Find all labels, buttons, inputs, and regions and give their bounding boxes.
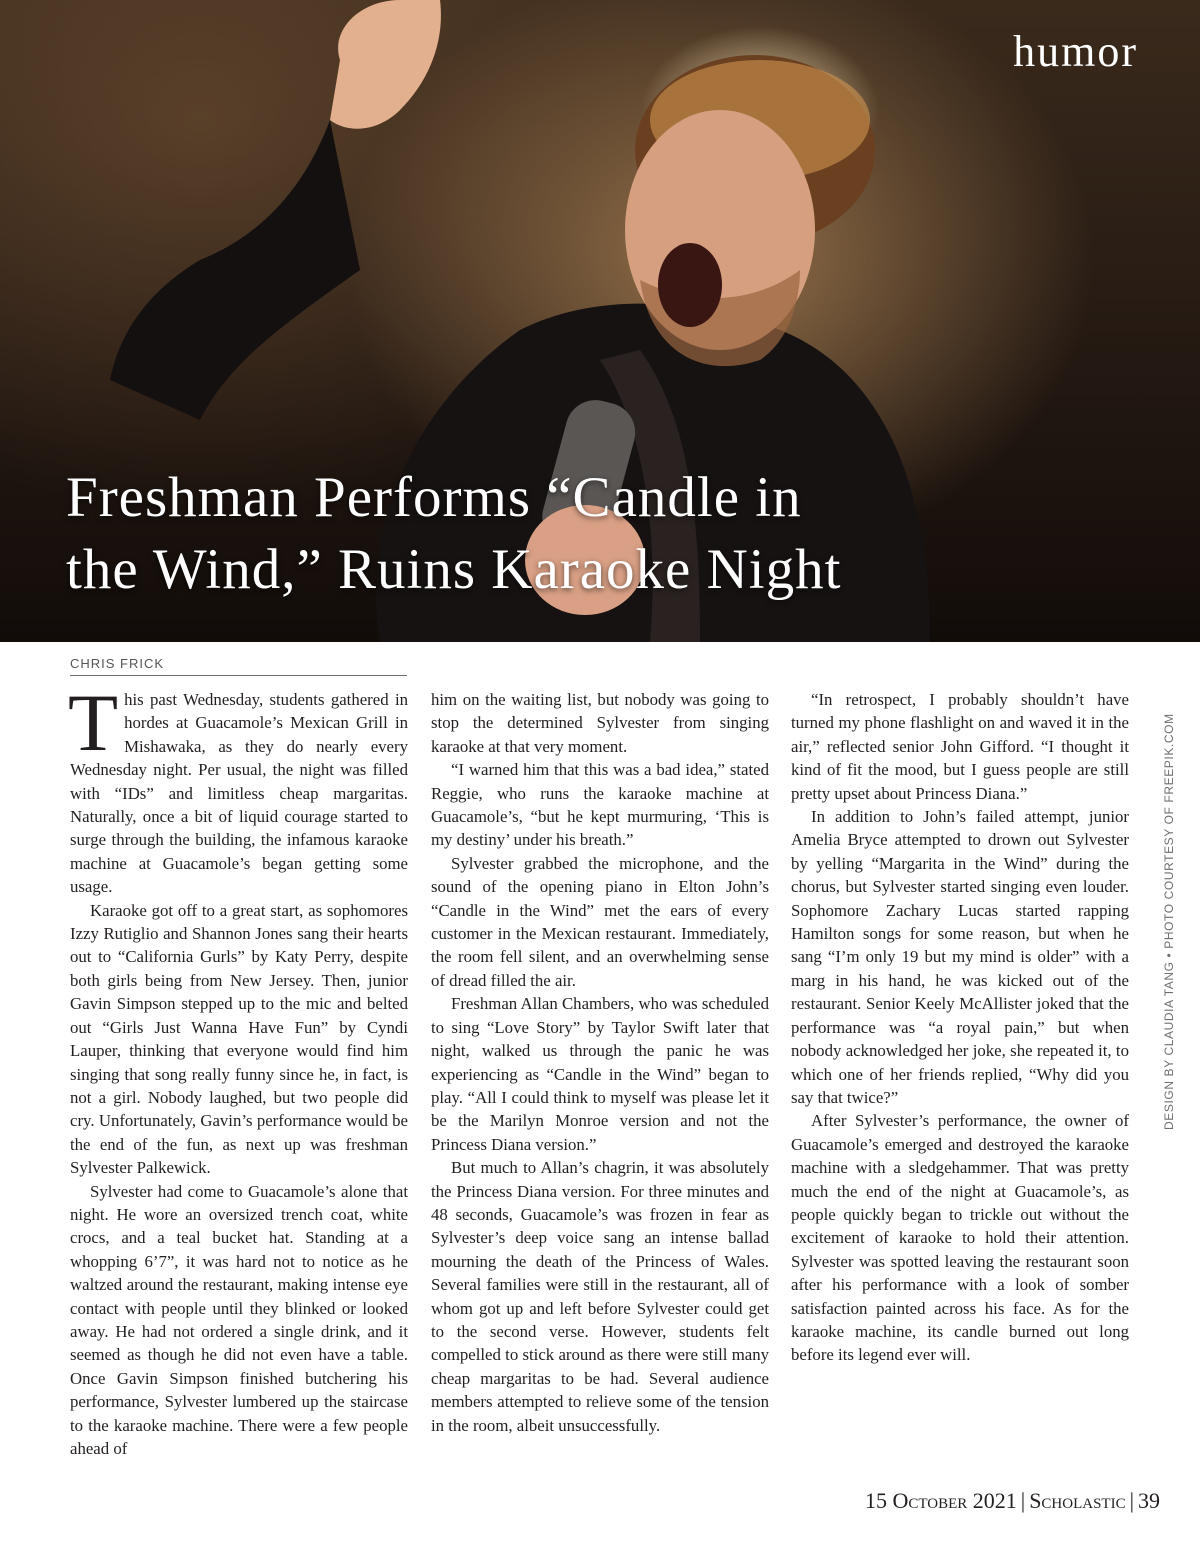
headline-line-1: Freshman Performs “Candle in xyxy=(66,466,802,529)
publication-name: Scholastic xyxy=(1029,1488,1126,1513)
paragraph-5: “I warned him that this was a bad idea,” stated Reggie, who runs the karaoke machine at Guacamole’s, “but he kept murmuring, ‘This is my destiny’ under his breath.” xyxy=(431,760,769,850)
article-column-2 xyxy=(431,688,769,1437)
byline: CHRIS FRICK xyxy=(70,656,407,676)
page-number: 39 xyxy=(1138,1488,1160,1513)
paragraph-4: him on the waiting list, but nobody was going to stop the determined Sylvester from singing karaoke at that very moment. xyxy=(431,690,769,756)
article-column-3 xyxy=(791,688,1129,1367)
paragraph-1-text: his past Wednesday, students gathered in hordes at Guacamole’s Mexican Grill in Mishawaka, as they do nearly every Wednesday night. Per usual, the night was filled with “IDs” and limitless cheap margaritas. Naturally, once a bit of liquid courage started to surge through the building, the infamous karaoke machine at Guacamole’s began getting some usage. xyxy=(70,690,408,897)
paragraph-2: Karaoke got off to a great start, as sophomores Izzy Rutiglio and Shannon Jones sang their hearts out to “California Gurls” by Katy Perry, despite both girls being from New Jersey. Then, junior Gavin Simpson stepped up to the mic and belted out “Girls Just Wanna Have Fun” by Cyndi Lauper, thinking that everyone would find him singing that song really funny since he, in fact, is not a girl. Nobody laughed, but two people did cry. Unfortunately, Gavin’s performance would be the end of the fun, as next up was freshman Sylvester Palkewick. xyxy=(70,900,408,1178)
issue-date: 15 October 2021 xyxy=(864,1488,1017,1513)
raised-hand-shape xyxy=(330,0,441,129)
headline xyxy=(66,462,966,606)
paragraph-7: Freshman Allan Chambers, who was scheduled to sing “Love Story” by Taylor Swift later that night, walked us through the panic he was experiencing as “Candle in the Wind” began to play. “All I could think to myself was please let it be the Marilyn Monroe version and not the Princess Diana version.” xyxy=(431,994,769,1154)
paragraph-6: Sylvester grabbed the microphone, and the sound of the opening piano in Elton John’s “Candle in the Wind” met the ears of every customer in the Mexican restaurant. Immediately, the room fell silent, and an overwhelming sense of dread filled the air. xyxy=(431,853,769,990)
paragraph-3: Sylvester had come to Guacamole’s alone that night. He wore an oversized trench coat, white crocs, and a teal bucket hat. Standing at a whopping 6’7”, it was hard not to notice as he waltzed around the restaurant, making intense eye contact with people until they blinked or looked away. He had not ordered a single drink, and it seemed as though he did not even have a table. Once Gavin Simpson finished butchering his performance, Sylvester lumbered up the staircase to the karaoke machine. There were a few people ahead of xyxy=(70,1181,408,1458)
section-tag: humor xyxy=(1013,27,1138,76)
drop-cap: T xyxy=(68,677,119,768)
paragraph-10: In addition to John’s failed attempt, junior Amelia Bryce attempted to drown out Sylvester by yelling “Margarita in the Wind” during the chorus, but Sylvester started singing even louder. Sophomore Zachary Lucas started rapping Hamilton songs for some reason, but when he sang “I’m only 19 but my mind is older” with a marg in his hand, he was kicked out of the restaurant. Senior Keely McAllister joked that the performance was “a royal pain,” but when nobody acknowledged her joke, she repeated it, to which one of her friends replied, “Why did you say that twice?” xyxy=(791,807,1129,1107)
paragraph-11: After Sylvester’s performance, the owner of Guacamole’s emerged and destroyed the karaoke machine with a sledgehammer. That was pretty much the end of the night at Guacamole’s, as people quickly began to trickle out without the excitement of karaoke to hold their attention. Sylvester was spotted leaving the restaurant soon after his performance with a look of somber satisfaction painted across his face. As for the karaoke machine, its candle burned out long before its legend ever will. xyxy=(791,1111,1129,1365)
paragraph-8: But much to Allan’s chagrin, it was absolutely the Princess Diana version. For three minutes and 48 seconds, Guacamole’s was frozen in fear as Sylvester’s deep voice sang an intense ballad mourning the death of the Princess of Wales. Several families were still in the restaurant, all of whom got up and left before Sylvester could get to the second verse. However, students felt compelled to stick around as there were still many cheap margaritas to be had. Several audience members attempted to relieve some of the tension in the room, albeit unsuccessfully. xyxy=(431,1158,769,1435)
photo-credit: DESIGN BY CLAUDIA TANG • PHOTO COURTESY OF FREEPIK.COM xyxy=(1162,713,1176,1130)
page-footer: 15 October 2021 | Scholastic | 39 xyxy=(864,1488,1160,1513)
paragraph-1 xyxy=(68,677,408,899)
article-column-1 xyxy=(68,677,408,1460)
headline-line-2: the Wind,” Ruins Karaoke Night xyxy=(66,538,842,601)
paragraph-9: “In retrospect, I probably shouldn’t have turned my phone flashlight on and waved it in the air,” reflected senior John Gifford. “I thought it kind of fit the mood, but I guess people are still pretty upset about Princess Diana.” xyxy=(791,690,1129,803)
hero-photo xyxy=(0,0,1200,642)
open-mouth-shape xyxy=(658,243,722,327)
jacket-sleeve-shape xyxy=(110,120,360,420)
